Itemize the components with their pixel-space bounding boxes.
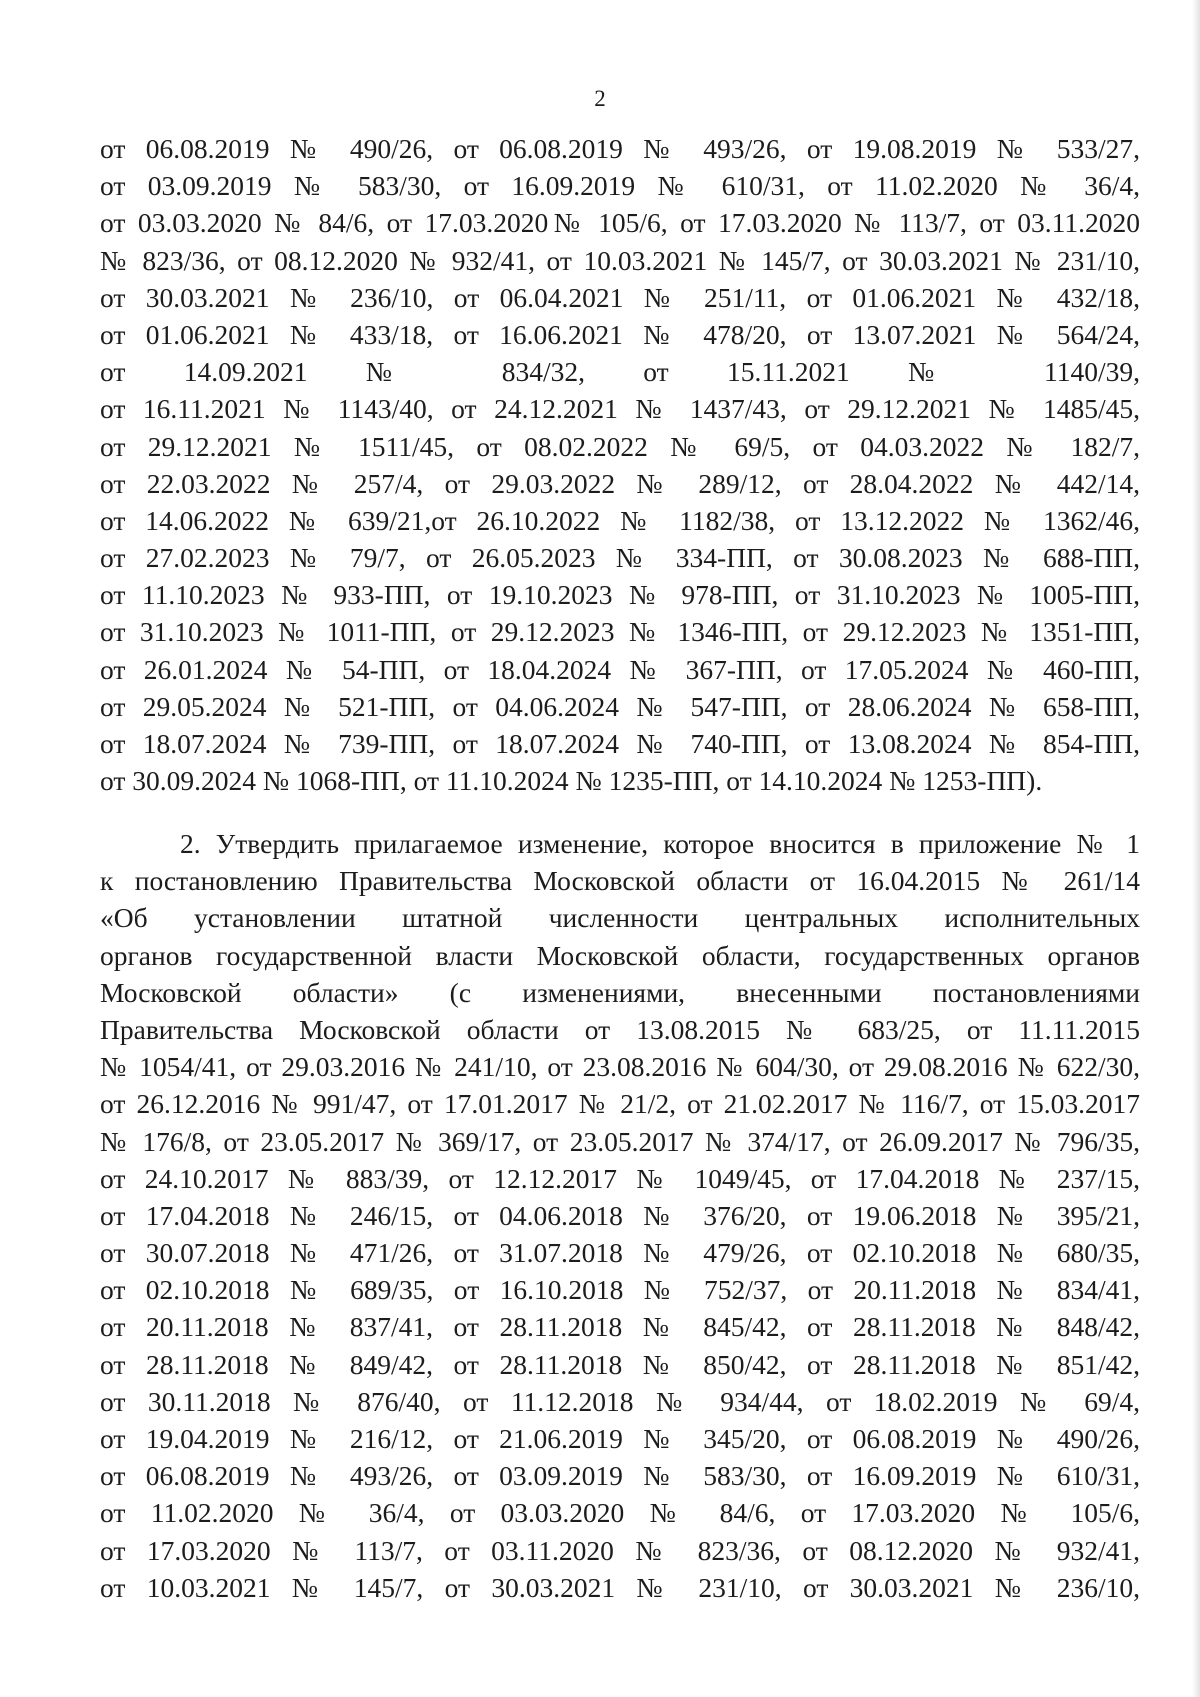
text-line: от 14.09.2021 № 834/32, от 15.11.2021 № 1140/39,: [100, 356, 1140, 388]
text-line: 2. Утвердить прилагаемое изменение, которое вносится в приложение № 1: [180, 828, 1140, 859]
text-line: от 31.10.2023 № 1011-ПП, от 29.12.2023 № 1346-ПП, от 29.12.2023 № 1351-ПП,: [100, 616, 1140, 648]
text-line: от 28.11.2018 № 849/42, от 28.11.2018 № 850/42, от 28.11.2018 № 851/42,: [100, 1348, 1140, 1380]
text-line: от 11.02.2020 № 36/4, от 03.03.2020 № 84/6, от 17.03.2020 № 105/6,: [100, 1497, 1140, 1529]
text-line: от 27.02.2023 № 79/7, от 26.05.2023 № 334-ПП, от 30.08.2023 № 688-ПП,: [100, 542, 1140, 574]
text-line: от 03.09.2019 № 583/30, от 16.09.2019 № 610/31, от 11.02.2020 № 36/4,: [100, 170, 1140, 202]
text-line: от 20.11.2018 № 837/41, от 28.11.2018 № 845/42, от 28.11.2018 № 848/42,: [100, 1311, 1140, 1343]
text-line: № 1054/41, от 29.03.2016 № 241/10, от 23.08.2016 № 604/30, от 29.08.2016 № 622/30,: [100, 1051, 1140, 1083]
text-line: органов государственной власти Московской области, государственных органов: [100, 939, 1140, 971]
text-line: от 30.07.2018 № 471/26, от 31.07.2018 № 479/26, от 02.10.2018 № 680/35,: [100, 1237, 1140, 1269]
text-line: от 11.10.2023 № 933-ПП, от 19.10.2023 № 978-ПП, от 31.10.2023 № 1005-ПП,: [100, 579, 1140, 611]
text-line: от 06.08.2019 № 493/26, от 03.09.2019 № 583/30, от 16.09.2019 № 610/31,: [100, 1460, 1140, 1492]
text-line: от 02.10.2018 № 689/35, от 16.10.2018 № 752/37, от 20.11.2018 № 834/41,: [100, 1274, 1140, 1306]
text-line: от 03.03.2020 № 84/6, от 17.03.2020№ 105/6, от 17.03.2020 № 113/7, от 03.11.2020: [100, 207, 1140, 239]
text-line: от 14.06.2022 № 639/21,от 26.10.2022 № 1182/38, от 13.12.2022 № 1362/46,: [100, 504, 1140, 536]
text-line: от 19.04.2019 № 216/12, от 21.06.2019 № 345/20, от 06.08.2019 № 490/26,: [100, 1423, 1140, 1454]
text-line: от 30.09.2024 № 1068-ПП, от 11.10.2024 № 1235-ПП, от 14.10.2024 № 1253-ПП).: [100, 765, 1043, 797]
text-line: от 29.05.2024 № 521-ПП, от 04.06.2024 № 547-ПП, от 28.06.2024 № 658-ПП,: [100, 690, 1140, 722]
text-line: от 24.10.2017 № 883/39, от 12.12.2017 № 1049/45, от 17.04.2018 № 237/15,: [100, 1162, 1140, 1194]
text-line: от 17.03.2020 № 113/7, от 03.11.2020 № 823/36, от 08.12.2020 № 932/41,: [100, 1534, 1140, 1566]
text-line: от 30.03.2021 № 236/10, от 06.04.2021 № 251/11, от 01.06.2021 № 432/18,: [100, 281, 1140, 313]
text-line: от 16.11.2021 № 1143/40, от 24.12.2021 № 1437/43, от 29.12.2021 № 1485/45,: [100, 393, 1140, 425]
text-line: от 17.04.2018 № 246/15, от 04.06.2018 № 376/20, от 19.06.2018 № 395/21,: [100, 1199, 1140, 1231]
text-line: Московской области» (с изменениями, внесенными постановлениями: [100, 976, 1140, 1008]
text-line: к постановлению Правительства Московской области от 16.04.2015 № 261/14: [100, 865, 1140, 897]
text-line: № 823/36, от 08.12.2020 № 932/41, от 10.03.2021 № 145/7, от 30.03.2021 № 231/10,: [100, 244, 1140, 276]
text-line: от 22.03.2022 № 257/4, от 29.03.2022 № 289/12, от 28.04.2022 № 442/14,: [100, 467, 1140, 499]
text-line: от 01.06.2021 № 433/18, от 16.06.2021 № 478/20, от 13.07.2021 № 564/24,: [100, 318, 1140, 350]
paragraph-2: [100, 825, 1140, 1606]
scan-edge-shadow: [1192, 0, 1200, 1697]
text-line: «Об установлении штатной численности центральных исполнительных: [100, 902, 1140, 934]
text-line: от 26.01.2024 № 54-ПП, от 18.04.2024 № 367-ПП, от 17.05.2024 № 460-ПП,: [100, 653, 1140, 685]
text-line: от 29.12.2021 № 1511/45, от 08.02.2022 № 69/5, от 04.03.2022 № 182/7,: [100, 430, 1140, 462]
text-line: № 176/8, от 23.05.2017 № 369/17, от 23.05.2017 № 374/17, от 26.09.2017 № 796/35,: [100, 1125, 1140, 1157]
amendment-list-paragraph: [100, 130, 1140, 799]
text-line: Правительства Московской области от 13.08.2015 № 683/25, от 11.11.2015: [100, 1013, 1140, 1045]
text-line: от 26.12.2016 № 991/47, от 17.01.2017 № 21/2, от 21.02.2017 № 116/7, от 15.03.2017: [100, 1088, 1140, 1120]
text-line: от 10.03.2021 № 145/7, от 30.03.2021 № 231/10, от 30.03.2021 № 236/10,: [100, 1571, 1140, 1603]
text-line: от 30.11.2018 № 876/40, от 11.12.2018 № 934/44, от 18.02.2019 № 69/4,: [100, 1385, 1140, 1417]
text-line: от 06.08.2019 № 490/26, от 06.08.2019 № 493/26, от 19.08.2019 № 533/27,: [100, 133, 1140, 164]
page-number: 2: [594, 86, 606, 111]
text-line: от 18.07.2024 № 739-ПП, от 18.07.2024 № 740-ПП, от 13.08.2024 № 854-ПП,: [100, 728, 1140, 759]
